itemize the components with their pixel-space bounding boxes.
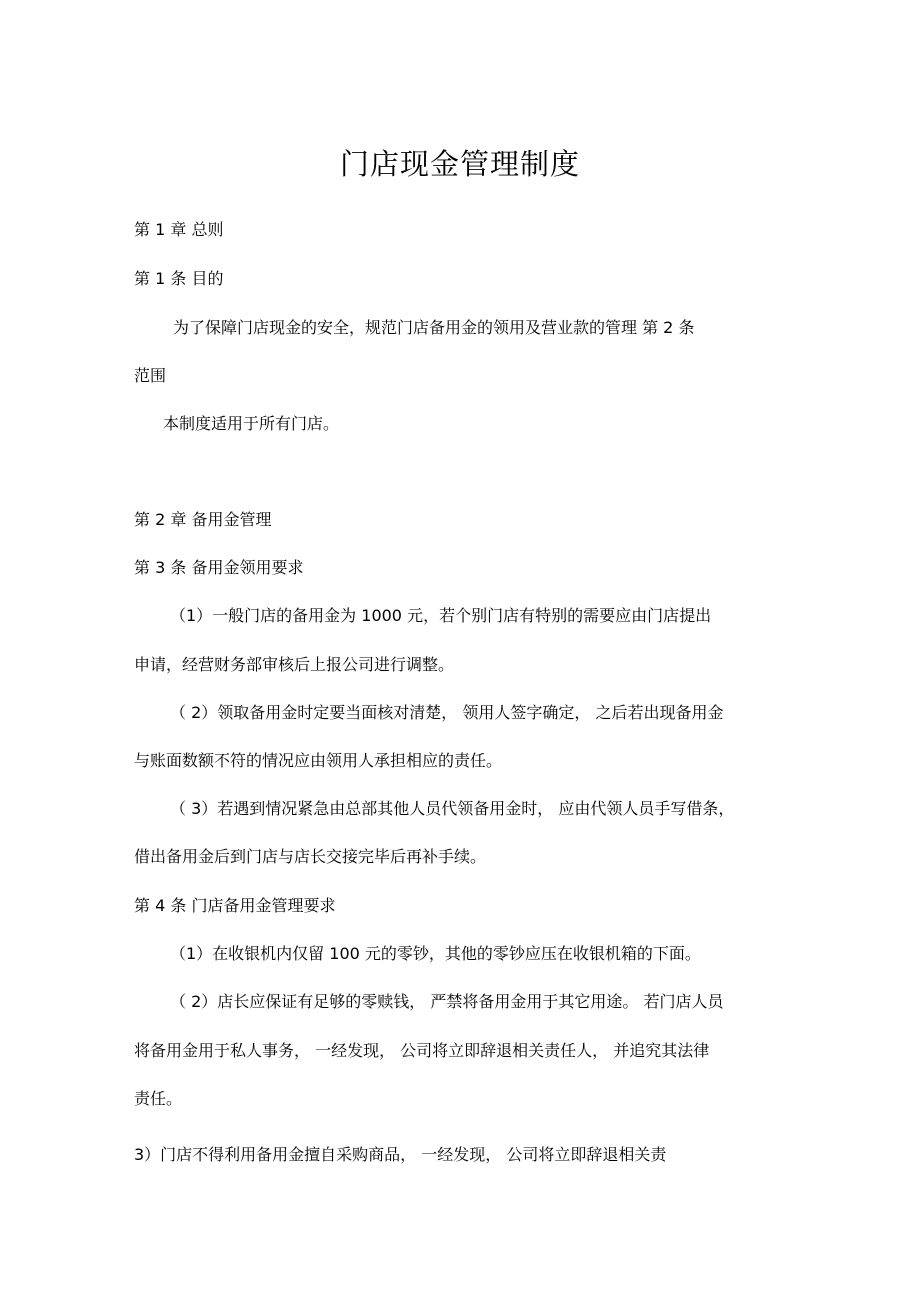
- paragraph-line: （ 3）若遇到情况紧急由总部其他人员代领备用金时， 应由代领人员手写借条，: [170, 799, 735, 818]
- paragraph-line: 申请，经营财务部审核后上报公司进行调整。: [134, 655, 455, 674]
- chapter-heading-2: 第 2 章 备用金管理: [134, 510, 272, 529]
- article-heading-4: 第 4 条 门店备用金管理要求: [134, 896, 336, 915]
- paragraph-line: 与账面数额不符的情况应由领用人承担相应的责任。: [134, 751, 503, 770]
- paragraph-line: 范围: [134, 366, 167, 385]
- paragraph-line: 责任。: [134, 1089, 183, 1108]
- paragraph-line: 将备用金用于私人事务， 一经发现， 公司将立即辞退相关责任人， 并追究其法律: [134, 1041, 710, 1060]
- chapter-heading-1: 第 1 章 总则: [134, 220, 224, 239]
- paragraph-line: 为了保障门店现金的安全，规范门店备用金的领用及营业款的管理 第 2 条: [173, 318, 695, 337]
- paragraph-line: 借出备用金后到门店与店长交接完毕后再补手续。: [134, 847, 487, 866]
- paragraph-line: （1）一般门店的备用金为 1000 元，若个别门店有特别的需要应由门店提出: [170, 606, 712, 625]
- paragraph-line: （ 2）领取备用金时定要当面核对清楚， 领用人签字确定， 之后若出现备用金: [170, 703, 724, 722]
- article-heading-3: 第 3 条 备用金领用要求: [134, 558, 304, 577]
- paragraph-line: 本制度适用于所有门店。: [163, 414, 340, 433]
- article-heading-1: 第 1 条 目的: [134, 269, 224, 288]
- paragraph-line: （1）在收银机内仅留 100 元的零钞，其他的零钞应压在收银机箱的下面。: [170, 944, 701, 963]
- paragraph-line: （ 2）店长应保证有足够的零赎钱， 严禁将备用金用于其它用途。 若门店人员: [170, 992, 724, 1011]
- document-title: 门店现金管理制度: [339, 147, 580, 181]
- paragraph-line: 3）门店不得利用备用金擅自采购商品， 一经发现， 公司将立即辞退相关责: [134, 1145, 667, 1164]
